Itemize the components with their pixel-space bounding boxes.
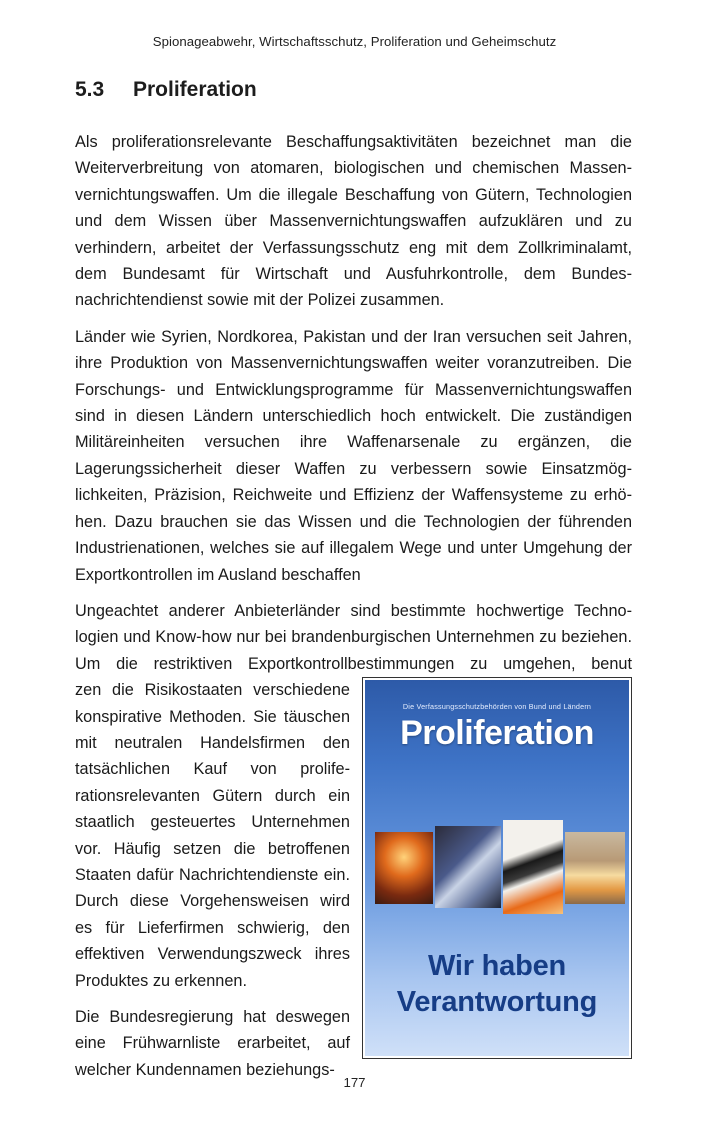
- paragraph-3-full-width: [75, 598, 632, 677]
- section-number: 5.3: [75, 78, 105, 101]
- gloved-hand-photo: [503, 820, 563, 914]
- section-heading: [75, 78, 257, 102]
- paragraph-4: Die Bundesregierung hat deswegen eine Frühwarnliste erarbeitet, auf welcher Kundennamen beziehungs-: [75, 1008, 350, 1079]
- cover-slogan-line-1: Wir haben: [427, 950, 567, 983]
- explosion-photo: [375, 832, 433, 904]
- paragraph-3-block: [75, 598, 632, 1083]
- cover-title: Proliferation: [400, 714, 594, 753]
- lab-worker-photo: [435, 826, 501, 908]
- cover-top-line: Die Verfassungsschutzbehörden von Bund und Ländern: [402, 702, 592, 712]
- paragraph-2: Länder wie Syrien, Nordkorea, Pakistan und der Iran versuchen seit Jahren, ihre Produktion von Massenvernichtungswaffen weiter voranzutreiben. Die Forschungs- und Entwicklungsprogramme für Massenvernichtungswaffen sind in diesen Ländern unterschiedlich hoch entwickelt. Die zuständigen Militäreinheiten versuchen ihre Waffenarsenale zu ergänzen, die Lagerungssicherheit dieser Waffen zu verbessern sowie Einsatzmöglichkeiten, Präzision, Reichweite und Effizienz der Waffensysteme zu erhöhen. Dazu brauchen sie das Wissen und die Technologien der führenden Industrienationen, welches sie auf illegalem Wege und unter Umgehung der Exportkontrollen im Ausland beschaffen: [75, 327, 632, 584]
- brochure-cover-figure: [362, 677, 632, 1059]
- cover-slogan: [365, 948, 629, 1020]
- paragraph-3-rest: zen die Risikostaaten verschiedene konspirative Methoden. Sie täuschen mit neutralen Handelsfirmen den tatsächlichen Kauf von proliferationsrelevanten Gütern durch ein staatlich gesteuertes Unternehmen vor. Häufig setzen die betroffenen Staaten dafür Nachrichtendienste ein. Durch diese Vorgehensweisen wird es für Lieferfirmen schwierig, den effektiven Verwendungszweck ihres Produktes zu erkennen.: [75, 681, 350, 990]
- running-head: Spionageabwehr, Wirtschaftsschutz, Proliferation und Geheimschutz: [152, 34, 557, 49]
- cover-photo-strip: [373, 820, 621, 914]
- page-number: 177: [343, 1075, 366, 1090]
- body-text: [75, 129, 632, 1093]
- paragraph-3-lead: Ungeachtet anderer Anbieterländer sind bestimmte hochwertige Technologien und Know-how nur bei brandenburgischen Unternehmen zu beziehen. Um die restriktiven Exportkontrollbestimmungen zu umgehen, benut: [75, 601, 632, 673]
- paragraph-1: Als proliferationsrelevante Beschaffungsaktivitäten bezeichnet man die Weiterverbreitung von atomaren, biologischen und chemischen Massenvernichtungswaffen. Um die illegale Beschaffung von Gütern, Technologien und dem Wissen über Massenvernichtungswaffen aufzuklären und zu verhindern, arbeitet der Verfassungsschutz eng mit dem Zollkriminalamt, dem Bundesamt für Wirtschaft und Ausfuhrkontrolle, dem Bundesnachrichtendienst sowie mit der Polizei zusammen.: [75, 133, 632, 310]
- cover-slogan-line-2: Verantwortung: [396, 986, 598, 1019]
- section-title: Proliferation: [133, 78, 257, 101]
- brochure-cover-image: [365, 680, 629, 1056]
- rocket-launch-photo: [565, 832, 625, 904]
